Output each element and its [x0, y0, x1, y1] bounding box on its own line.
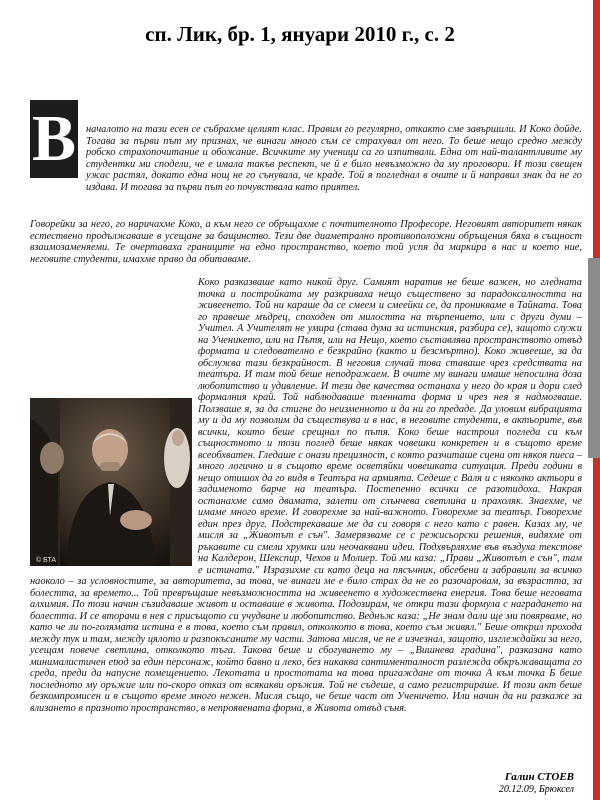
signature-place-date: 20.12.09, Брюксел [498, 784, 574, 795]
article-paragraph-1: началото на тази есен се събрахме целият клас. Правим го регулярно, откакто сме завършили. И Коко дойде. Тогава за първи път му признах, че винаги много съм се страхувал от него. То беше нещо средно между робско страхопочитание и обожание. Всичките му ученици са го изпитвали. Една от най-талантливите му студентки ми сподели, че е имала такъв респект, че й е било невъзможно да му проговори. И този свещен ужас растял, докато една нощ не го сънувала, че краде. Той я погледнал в очите и й направил знак да не го издава. И тогава за първи път го почувствала като приятел. [86, 124, 582, 193]
page-edge-gray-strip [588, 258, 600, 458]
article-paragraph-3: Коко разказваше като никой друг. Самият наратив не беше важен, но гледната точка и постройката му разкриваха нещо съществено за парадоксалността на живеенето. Той ни караше да се смеем и смеейки се, да проникваме в Тайната. Това го правеше мъдрец, споходен от милостта на търпението, или с други думи – Учител. А Учителят не умира (става дума за истинския, разбира се), защото служи на Ученикето, или на Пътя, или на Нещо, което съставлява пространството отвъд формата и следователно е безкрайно (както и безсмъртно). Коко живееше, за да обслужва тази безкрайност. В неговия случай това ставаше чрез средствата на театъра. И там той беше неподражаем. В очите му винаги имаше непосилна доза любопитство и удивление. И тези две качества останаха у него до края и дори след формалния край. Той наблюдаваше тленната форма и чрез нея я надмогваше. Ползваше я, за да стигне до неизменното и да ни го предаде. Да уловим вибрацията му и да му позволим да съществува и в нас, в неговите студенти, в актьорите, във всички, които беше срещнал по пътя. Коко беше настроил погледа си към същностното и този поглед беше някак човешки конкретен и в същото време всеобхватен. Гледаше с онази прецизност, с която разчиташе сцена от някоя пиеса – много логично и в същото време осветяйки човешката ситуация. Преди години в нещо отишох да го видя в Театъра на армията. Седеше с Валя и с няколко актьори в задименото барче на театъра. Постепенно всички се разотидоха. Накрая останахме само двамата, залети от слънчева светлина и прахоляк. Знаехме, че имаме много време. И говорехме за най-важното. Говорехме за театър. Говорехме един през друг. Подстрекаваше ме да си говоря с него като с равен. Казах му, че мисля за „Животът е сън". Замерязваме се с режисьорски решения, видяхме от ръкавите си смели хрумки или неочаквани идеи. Подхвърляхме във въздуха текстове на Калдерон, Шекспир, Чехов и Молиер. Той ми каза: „Прави „Животът е сън", там е истината." Изразихме си като деца на пясъчник, обсебени и забравили за всичко наоколо – за условностите, за авторитета, за това, че винаги ме е било страх да не го разочаровам, за възрастта, за болестта, за времето... Той превръщаше невъзможността на живеенето в художествена енергия. Това беше неговата алхимия. По този начин съзидаваше живот и оставаше в живота. Подозирам, че откри тази формула с наградането на болестта. И се вторачи в нея с присъщото си учудване и любопитство. Веднъж каза: „Не знам дали ще ми повярваме, но като че ли по-голямата истина е в това, което съм правил, отколкото в това, което съм живял." Беше открил прохода между тук и там, между цялото и разпокъсаните му части. Затова мисля, че не е изчезнал, защото, изглеждайки за него, усещам повече светлина, отколкото тъга. Такова беше и сбогуването му – „Вишнева градина", разказана като минималистичен etюд за един персонаж, който бавно и леко, без никаква сантименталност разлежда обкръжаващата го среда, преди да напусне помещението. Лекотата и простотата на това пригаждане от точка А към точка Б беше последното му оръжие или по-скоро отказ от всякакви оръжия. Той не съдеше, а само регистрираше. И този акт беше безкомпромисен и в същото време много нежен. Мисля също, че беше част от Ученичето. Или начин да ни разкаже за влизането в празното пространство, в непроявената форма, в Живота отвъд съня. [30, 277, 582, 714]
author-signature: Галин СТОЕВ [504, 771, 574, 783]
photo-caption: © БТА [36, 557, 57, 564]
drop-cap: В [30, 100, 78, 178]
page-header: сп. Лик, бр. 1, януари 2010 г., с. 2 [145, 22, 455, 46]
article-paragraph-2: Говорейки за него, го наричахме Коко, а към него се обръщахме с почтителното Професоре. Неговият авторитет някак естествено продължаваше в усещане за бащинство. Тези две диаметрално противоположни обръщения бяха в същност взаимозаменяеми. Те очертаваха границите на едно пространство, което той успя да маркира в нас и което ние, неговите студенти, имахме право да обитаваме. [30, 219, 582, 265]
